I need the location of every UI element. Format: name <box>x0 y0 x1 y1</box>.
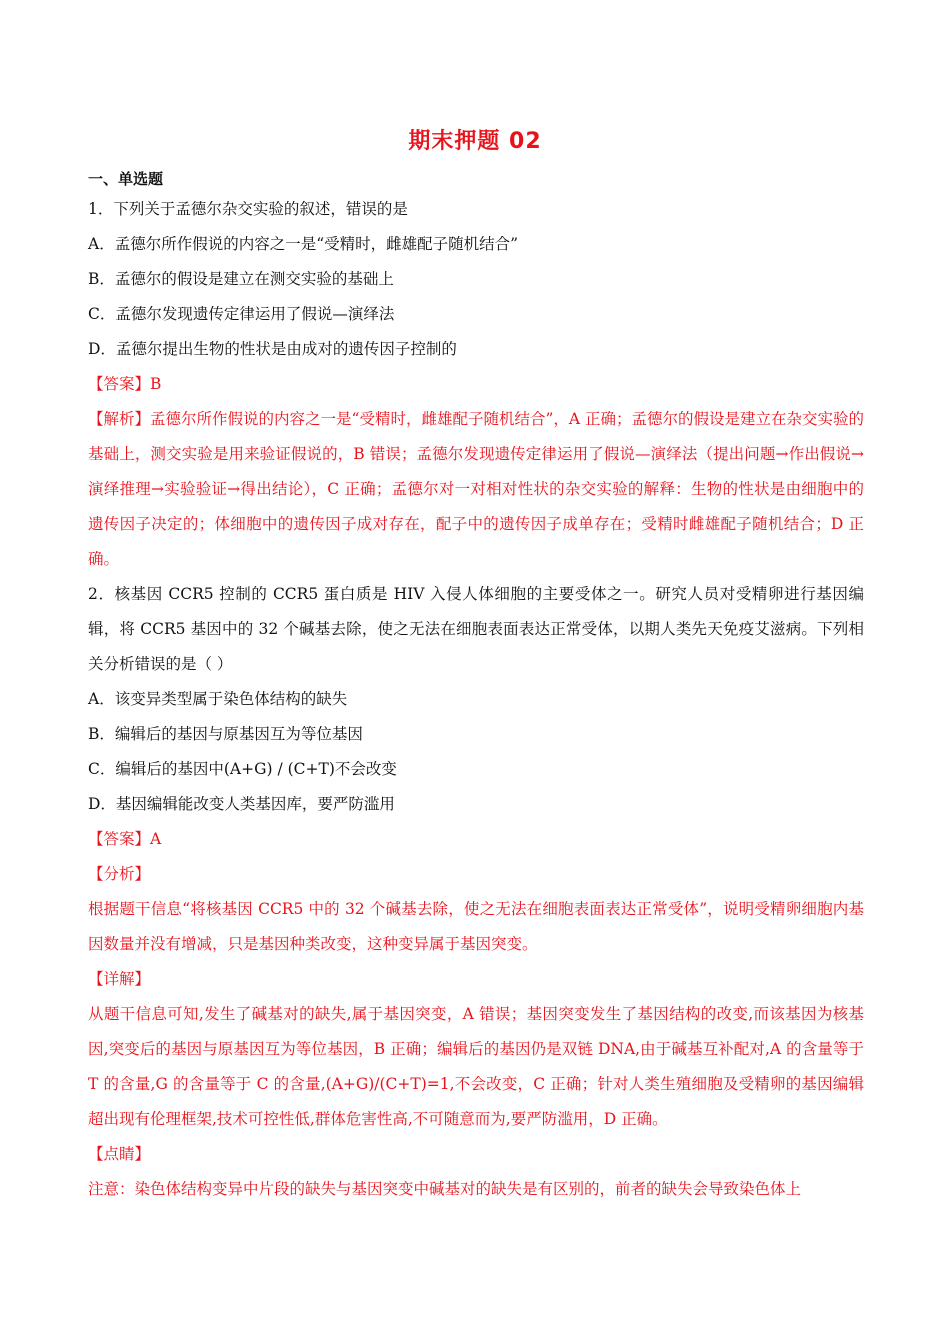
q1-answer-tag: 【答案】 <box>88 375 151 393</box>
q2-fenxi-tag: 【分析】 <box>88 865 151 883</box>
document-body <box>88 192 864 1207</box>
q2-xiangjie-tag: 【详解】 <box>88 970 151 988</box>
q1-analysis-tag: 【解析】 <box>88 410 151 428</box>
q2-dianjing-text: 注意：染色体结构变异中片段的缺失与基因突变中碱基对的缺失是有区别的，前者的缺失会导致染色体上 <box>88 1180 802 1198</box>
q1-option-a: A．孟德尔所作假说的内容之一是“受精时，雌雄配子随机结合” <box>88 235 519 253</box>
q2-answer-value: A <box>150 830 162 848</box>
q2-dianjing-tag: 【点睛】 <box>88 1145 151 1163</box>
q1-answer <box>88 367 864 402</box>
q1-stem: 1．下列关于孟德尔杂交实验的叙述，错误的是 <box>88 200 408 218</box>
page-title: 期末押题 02 <box>408 129 542 154</box>
q2-stem: 2．核基因 CCR5 控制的 CCR5 蛋白质是 HIV 入侵人体细胞的主要受体之一。研究人员对受精卵进行基因编辑，将 CCR5 基因中的 32 个碱基去除，使之无法在细胞表面表达正常受体，以期人类先天免疫艾滋病。下列相关分析错误的是（ ） <box>88 585 864 673</box>
q1-analysis-text: 孟德尔所作假说的内容之一是“受精时，雌雄配子随机结合”，A 正确；孟德尔的假设是建立在杂交实验的基础上，测交实验是用来验证假说的，B 错误；孟德尔发现遗传定律运用了假说—演绎法（提出问题→作出假说→演绎推理→实验验证→得出结论），C 正确；孟德尔对一对相对性状的杂交实验的解释：生物的性状是由细胞中的遗传因子决定的；体细胞中的遗传因子成对存在，配子中的遗传因子成单存在；受精时雌雄配子随机结合；D 正确。 <box>88 410 864 568</box>
q2-option-b: B．编辑后的基因与原基因互为等位基因 <box>88 725 363 743</box>
section-heading: 一、单选题 <box>88 170 164 188</box>
q1-answer-value: B <box>150 375 162 393</box>
q2-xiangjie-text: 从题干信息可知,发生了碱基对的缺失,属于基因突变，A 错误；基因突变发生了基因结构的改变,而该基因为核基因,突变后的基因与原基因互为等位基因，B 正确；编辑后的基因仍是双链 DNA,由于碱基互补配对,A 的含量等于 T 的含量,G 的含量等于 C 的含量,(A+G)/(C+T)=1,不会改变，C 正确；针对人类生殖细胞及受精卵的基因编辑超出现有伦理框架,技术可控性低,群体危害性高,不可随意而为,要严防滥用，D 正确。 <box>88 1005 864 1128</box>
q1-analysis <box>88 402 864 577</box>
q1-option-c: C．孟德尔发现遗传定律运用了假说—演绎法 <box>88 305 395 323</box>
q2-answer-tag: 【答案】 <box>88 830 151 848</box>
q1-option-b: B．孟德尔的假设是建立在测交实验的基础上 <box>88 270 394 288</box>
q2-option-a: A．该变异类型属于染色体结构的缺失 <box>88 690 348 708</box>
q2-option-c: C．编辑后的基因中(A+G) / (C+T)不会改变 <box>88 760 397 778</box>
q2-answer <box>88 822 864 857</box>
q1-option-d: D．孟德尔提出生物的性状是由成对的遗传因子控制的 <box>88 340 457 358</box>
q2-option-d: D．基因编辑能改变人类基因库，要严防滥用 <box>88 795 395 813</box>
q2-fenxi-text: 根据题干信息“将核基因 CCR5 中的 32 个碱基去除，使之无法在细胞表面表达正常受体”，说明受精卵细胞内基因数量并没有增减，只是基因种类改变，这种变异属于基因突变。 <box>88 900 864 953</box>
